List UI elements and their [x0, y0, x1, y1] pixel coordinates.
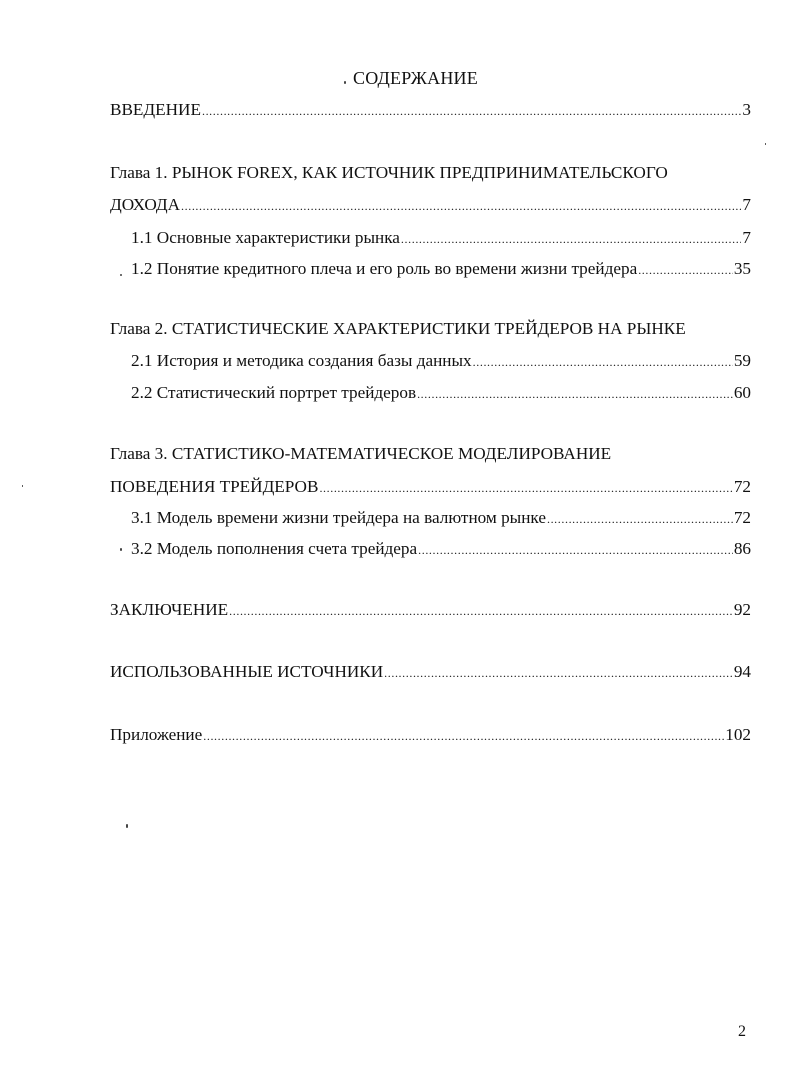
toc-entry-page: 86: [733, 539, 751, 558]
page-number: 2: [738, 1023, 746, 1040]
scan-speck: [765, 143, 766, 145]
chapter1-heading: Глава 1. РЫНОК FOREX, КАК ИСТОЧНИК ПРЕДПРИНИМАТЕЛЬСКОГО: [110, 163, 668, 182]
toc-entry-introduction: [110, 100, 751, 120]
toc-title: СОДЕРЖАНИЕ: [353, 68, 478, 88]
dot-leader: [473, 351, 733, 371]
toc-entry-section-3-1: [131, 508, 751, 528]
toc-entry-appendix: [110, 725, 751, 745]
dot-leader: [401, 228, 741, 248]
toc-entry-label: ПОВЕДЕНИЯ ТРЕЙДЕРОВ: [110, 477, 319, 496]
toc-entry-page: 94: [733, 662, 751, 681]
toc-entry-section-1-2: [131, 259, 751, 279]
toc-entry-label: ЗАКЛЮЧЕНИЕ: [110, 600, 229, 619]
dot-leader: [417, 383, 733, 403]
scan-speck: [120, 548, 122, 551]
scan-speck: [126, 824, 128, 828]
toc-entry-conclusion: [110, 600, 751, 620]
dot-leader: [384, 662, 733, 682]
dot-leader: [202, 100, 741, 120]
dot-leader: [638, 259, 733, 279]
toc-entry-page: 7: [742, 195, 751, 214]
toc-entry-label: ДОХОДА: [110, 195, 181, 214]
scan-speck: [120, 274, 122, 276]
dot-leader: [181, 195, 741, 215]
toc-entry-label: 3.1 Модель времени жизни трейдера на валютном рынке: [131, 508, 546, 527]
toc-entry-page: 35: [733, 259, 751, 278]
toc-entry-label: Приложение: [110, 725, 203, 744]
toc-entry-label: ИСПОЛЬЗОВАННЫЕ ИСТОЧНИКИ: [110, 662, 384, 681]
toc-entry-section-2-1: [131, 351, 751, 371]
toc-entry-label: 2.2 Статистический портрет трейдеров: [131, 383, 417, 402]
toc-entry-section-1-1: [131, 228, 751, 248]
dot-leader: [229, 600, 733, 620]
toc-entry-page: 72: [733, 477, 751, 496]
dot-leader: [418, 539, 733, 559]
toc-entry-sources: [110, 662, 751, 682]
toc-entry-section-2-2: [131, 383, 751, 403]
toc-entry-page: 59: [733, 351, 751, 370]
chapter2-heading: Глава 2. СТАТИСТИЧЕСКИЕ ХАРАКТЕРИСТИКИ ТРЕЙДЕРОВ НА РЫНКЕ: [110, 319, 686, 338]
toc-entry-chapter3: [110, 477, 751, 497]
toc-entry-page: 60: [733, 383, 751, 402]
dot-leader: [547, 508, 733, 528]
toc-entry-label: 3.2 Модель пополнения счета трейдера: [131, 539, 418, 558]
scan-speck: [344, 81, 346, 84]
dot-leader: [203, 725, 724, 745]
toc-entry-label: 1.1 Основные характеристики рынка: [131, 228, 400, 247]
toc-entry-page: 72: [733, 508, 751, 527]
toc-entry-page: 102: [725, 725, 751, 744]
toc-entry-page: 7: [742, 228, 751, 247]
chapter3-heading: Глава 3. СТАТИСТИКО-МАТЕМАТИЧЕСКОЕ МОДЕЛИРОВАНИЕ: [110, 444, 612, 463]
toc-entry-section-3-2: [131, 539, 751, 559]
toc-entry-label: 2.1 История и методика создания базы данных: [131, 351, 472, 370]
toc-entry-label: ВВЕДЕНИЕ: [110, 100, 201, 119]
scan-speck: [22, 485, 23, 487]
toc-entry-chapter1: [110, 195, 751, 215]
toc-entry-label: 1.2 Понятие кредитного плеча и его роль во времени жизни трейдера: [131, 259, 638, 278]
dot-leader: [319, 477, 732, 497]
toc-entry-page: 3: [742, 100, 751, 119]
toc-entry-page: 92: [733, 600, 751, 619]
